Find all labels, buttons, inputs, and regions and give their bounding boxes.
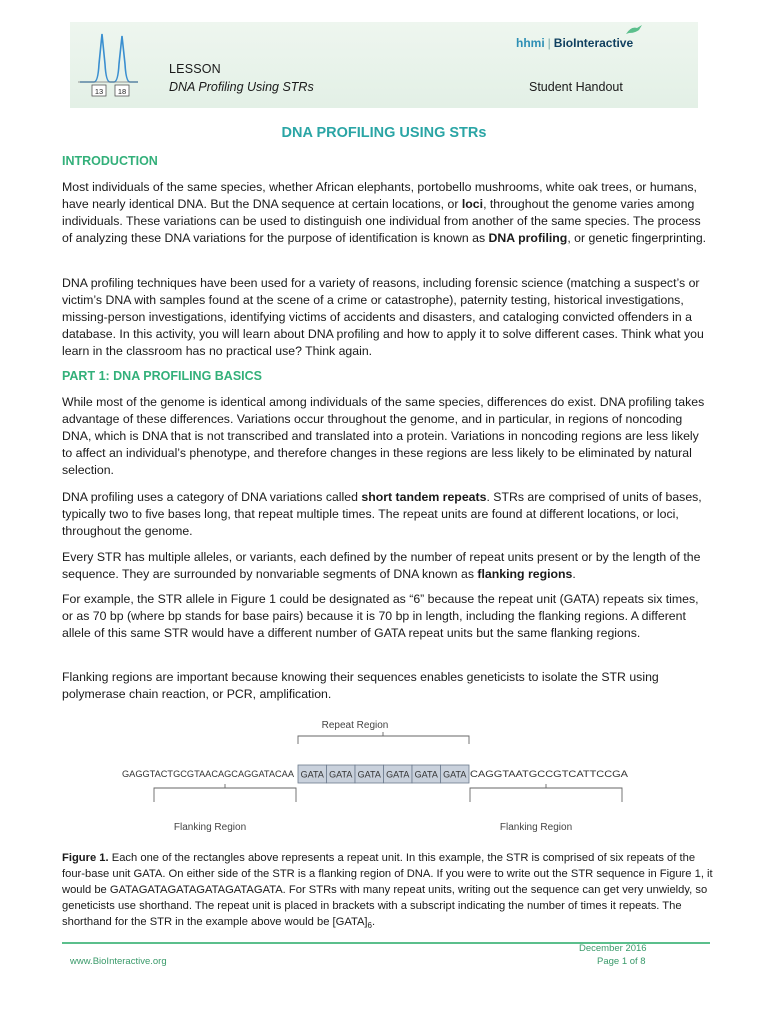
logo-num-left: 13	[94, 87, 104, 96]
repeat-unit-label: GATA	[386, 769, 410, 780]
right-flank-sequence: CAGGTAATGCCGTCATTCCGA	[470, 769, 628, 779]
term-dna-profiling: DNA profiling	[488, 231, 568, 245]
flank-right-label: Flanking Region	[499, 822, 573, 833]
brand-hhmi: hhmi	[516, 36, 545, 50]
intro-heading: INTRODUCTION	[62, 154, 158, 168]
repeat-unit-label: GATA	[329, 769, 353, 780]
part1-paragraph-5: Flanking regions are important because knowing their sequences enables geneticists to isolate the STR using polymerase chain reaction, or PCR, amplification.	[62, 670, 659, 701]
figure-1-str-diagram	[118, 712, 658, 844]
term-str: short tandem repeats	[361, 490, 487, 504]
caption-label: Figure 1.	[62, 852, 109, 864]
str-peaks-logo	[76, 24, 140, 102]
flank-bracket-right	[470, 784, 622, 802]
repeat-unit-label: GATA	[443, 769, 467, 780]
handout-label: Student Handout	[529, 80, 623, 94]
brand-biointeractive: BioInteractive	[553, 36, 634, 50]
peak-trace	[80, 34, 138, 82]
header-band	[70, 22, 698, 108]
caption-subscript: 6	[367, 921, 372, 931]
part1-paragraph-1: While most of the genome is identical among individuals of the same species, differences do exist. DNA profiling takes advantage of these differences. Variations occur throughout the genome, and in particular, in regions of noncoding DNA, which is DNA that is not transcribed and translated into a protein. Variations in noncoding regions are less likely to affect an individual’s phenotype, and therefore changes in these regions are less likely to be eliminated by natural selection.	[62, 395, 705, 477]
brand-logo	[516, 36, 633, 50]
left-flank-sequence: GAGGTACTGCGTAACAGCAGGATACAA	[122, 769, 294, 779]
term-flanking-regions: flanking regions	[477, 567, 573, 581]
footer-url[interactable]: www.BioInteractive.org	[70, 956, 167, 967]
document-title: DNA PROFILING USING STRs	[281, 125, 487, 141]
part1-heading: PART 1: DNA PROFILING BASICS	[62, 369, 263, 383]
logo-num-right: 18	[117, 87, 127, 96]
part1-paragraph-2: DNA profiling uses a category of DNA variations called short tandem repeats. STRs are comprised of units of bases, typically two to five bases long, that repeat multiple times. The repeat units are found at different locations, or loci, throughout the genome.	[62, 490, 702, 538]
flank-left-label: Flanking Region	[173, 822, 247, 833]
figure-1-caption: Figure 1. Each one of the rectangles above represents a repeat unit. In this example, the STR is comprised of six repeats of the four-base unit GATA. On either side of the STR is a flanking region of DNA. If you were to write out the STR sequence in Figure 1, it would be GATAGATAGATAGATAGATAGATA. For STRs with many repeat units, writing out the sequence can get very unwieldy, so geneticists use shorthand. The repeat unit is placed in brackets with a subscript indicating the number of times it repeats. The shorthand for the STR in the example above would be $[GATA]_6$.	[62, 852, 713, 931]
repeat-region-label: Repeat Region	[321, 720, 389, 731]
flank-bracket-left	[154, 784, 296, 802]
part1-paragraph-3: Every STR has multiple alleles, or variants, each defined by the number of repeat units present or by the length of the sequence. They are surrounded by nonvariable segments of DNA known as flanking regions.	[62, 550, 701, 581]
brand-separator: |	[547, 36, 551, 50]
footer-page-number: Page 1 of 8	[597, 956, 646, 967]
repeat-units	[298, 765, 469, 783]
lesson-label: LESSON	[169, 62, 221, 76]
term-loci: loci	[461, 197, 484, 211]
lesson-title: DNA Profiling Using STRs	[169, 80, 314, 94]
intro-paragraph-2: DNA profiling techniques have been used for a variety of reasons, including forensic science (matching a suspect’s or victim’s DNA with samples found at the scene of a crime or catastrophe), paternity testing, historical investigations, missing-person investigations, identifying victims of accidents and disasters, and cataloging convicted offenders in a database. In this activity, you will learn about DNA profiling and how to apply it to solve different cases. Think what you learn in the classroom has no practical use? Think again.	[62, 276, 704, 358]
intro-paragraph-1: Most individuals of the same species, whether African elephants, portobello mushrooms, white oak trees, or humans, have nearly identical DNA. But the DNA sequence at certain locations, or loci, throughout the genome varies among individuals. These variations can be used to distinguish one individual from another of the same species. The process of analyzing these DNA variations for the purpose of identification is known as DNA profiling, or genetic fingerprinting.	[62, 180, 707, 245]
brand-bird-icon	[625, 24, 643, 36]
repeat-bracket	[298, 732, 469, 744]
repeat-unit-label: GATA	[300, 769, 324, 780]
repeat-unit-label: GATA	[357, 769, 381, 780]
part1-paragraph-4: For example, the STR allele in Figure 1 could be designated as “6” because the repeat unit (GATA) repeats six times, or as 70 bp (where bp stands for base pairs) because it is 70 bp in length, including the flanking regions. A different allele of this same STR would have a different number of GATA repeat units but the same flanking regions.	[62, 592, 699, 640]
repeat-unit-label: GATA	[414, 769, 438, 780]
footer-date: December 2016	[579, 943, 647, 954]
